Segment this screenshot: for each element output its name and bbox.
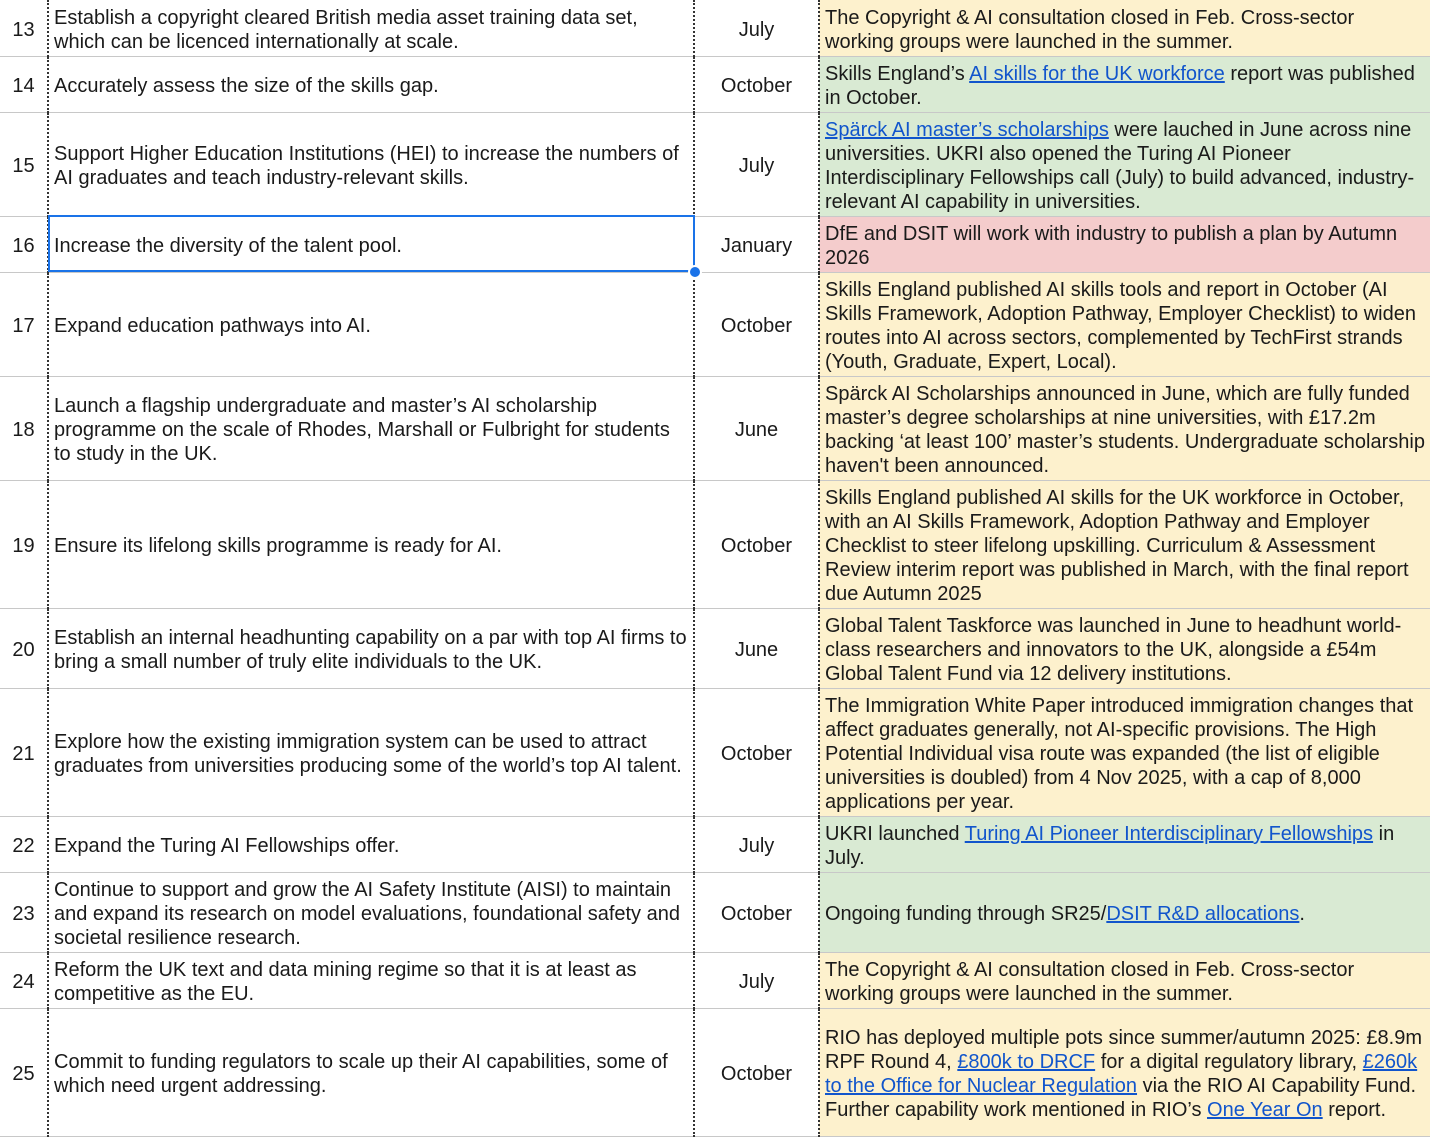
action-cell[interactable]: Support Higher Education Institutions (HEI) to increase the numbers of AI graduates and teach industry-relevant skills. xyxy=(48,112,694,216)
action-cell[interactable]: Launch a flagship undergraduate and master’s AI scholarship programme on the scale of Rhodes, Marshall or Fulbright for students to study in the UK. xyxy=(48,376,694,480)
status-cell[interactable] xyxy=(819,872,1430,952)
status-cell[interactable] xyxy=(819,952,1430,1008)
table-row[interactable] xyxy=(0,376,1430,480)
status-text: via the RIO AI Capability Fund. Further capability work mentioned in RIO’s xyxy=(825,1075,1417,1121)
status-link[interactable]: £800k to DRCF xyxy=(957,1051,1096,1073)
table-row[interactable] xyxy=(0,56,1430,112)
action-cell[interactable]: Commit to funding regulators to scale up their AI capabilities, some of which need urgent addressing. xyxy=(48,1008,694,1136)
status-text: were lauched in June across nine universities. UKRI also opened the Turing AI Pioneer Interdisciplinary Fellowships call (July) to build advanced, industry-relevant AI capability in universities. xyxy=(825,119,1415,213)
status-cell[interactable] xyxy=(819,608,1430,688)
fill-handle[interactable] xyxy=(688,265,702,279)
table-row[interactable] xyxy=(0,688,1430,816)
row-number-cell[interactable]: 21 xyxy=(0,688,48,816)
action-cell[interactable]: Expand the Turing AI Fellowships offer. xyxy=(48,816,694,872)
status-text: UKRI launched xyxy=(825,823,965,845)
status-link[interactable]: Turing AI Pioneer Interdisciplinary Fellowships xyxy=(964,823,1374,845)
status-text: The Copyright & AI consultation closed in Feb. Cross-sector working groups were launched in the summer. xyxy=(825,6,1355,53)
table-row[interactable] xyxy=(0,216,1430,272)
status-cell[interactable] xyxy=(819,56,1430,112)
row-number-cell[interactable]: 20 xyxy=(0,608,48,688)
table-row[interactable] xyxy=(0,872,1430,952)
action-cell[interactable]: Ensure its lifelong skills programme is ready for AI. xyxy=(48,480,694,608)
row-number-cell[interactable]: 14 xyxy=(0,56,48,112)
action-cell[interactable]: Expand education pathways into AI. xyxy=(48,272,694,376)
status-cell[interactable] xyxy=(819,376,1430,480)
status-text: for a digital regulatory library, xyxy=(1095,1051,1363,1073)
status-cell[interactable] xyxy=(819,272,1430,376)
row-number-cell[interactable]: 23 xyxy=(0,872,48,952)
deadline-month-cell[interactable]: October xyxy=(694,56,819,112)
status-text: in July. xyxy=(825,823,1395,869)
status-text: . xyxy=(1299,903,1305,925)
status-link[interactable]: One Year On xyxy=(1207,1099,1323,1121)
row-number-cell[interactable]: 19 xyxy=(0,480,48,608)
status-text: report. xyxy=(1322,1099,1387,1121)
deadline-month-cell[interactable]: October xyxy=(694,872,819,952)
status-cell[interactable] xyxy=(819,0,1430,56)
status-link[interactable]: AI skills for the UK workforce xyxy=(969,63,1225,85)
action-cell[interactable]: Establish a copyright cleared British media asset training data set, which can be licenced internationally at scale. xyxy=(48,0,694,56)
deadline-month-cell[interactable]: October xyxy=(694,272,819,376)
table-row[interactable] xyxy=(0,1008,1430,1136)
status-text: DfE and DSIT will work with industry to publish a plan by Autumn 2026 xyxy=(825,223,1398,269)
status-cell[interactable] xyxy=(819,112,1430,216)
status-cell[interactable] xyxy=(819,216,1430,272)
table-row[interactable] xyxy=(0,608,1430,688)
deadline-month-cell[interactable]: June xyxy=(694,608,819,688)
status-text: Skills England’s xyxy=(825,63,970,85)
status-text: Skills England published AI skills tools and report in October (AI Skills Framework, Adoption Pathway, Employer Checklist) to widen routes into AI across sectors, complemented by TechFirst strands (Youth, Graduate, Expert, Local). xyxy=(825,279,1416,373)
status-cell[interactable] xyxy=(819,1008,1430,1136)
status-text: Global Talent Taskforce was launched in June to headhunt world-class researchers and innovators to the UK, alongside a £54m Global Talent Fund via 12 delivery institutions. xyxy=(825,615,1402,685)
table-row[interactable] xyxy=(0,480,1430,608)
action-cell[interactable]: Explore how the existing immigration system can be used to attract graduates from universities producing some of the world’s top AI talent. xyxy=(48,688,694,816)
status-text: RIO has deployed multiple pots since summer/autumn 2025: £8.9m RPF Round 4, xyxy=(825,1027,1422,1073)
table-row[interactable] xyxy=(0,952,1430,1008)
deadline-month-cell[interactable]: July xyxy=(694,816,819,872)
row-number-cell[interactable]: 17 xyxy=(0,272,48,376)
action-cell[interactable]: Accurately assess the size of the skills gap. xyxy=(48,56,694,112)
table-row[interactable] xyxy=(0,0,1430,56)
deadline-month-cell[interactable]: October xyxy=(694,480,819,608)
status-link[interactable]: Spärck AI master’s scholarships xyxy=(825,119,1109,141)
row-number-cell[interactable]: 24 xyxy=(0,952,48,1008)
deadline-month-cell[interactable]: January xyxy=(694,216,819,272)
deadline-month-cell[interactable]: October xyxy=(694,688,819,816)
deadline-month-cell[interactable]: July xyxy=(694,112,819,216)
status-text: Ongoing funding through SR25/ xyxy=(825,903,1107,925)
status-text: The Copyright & AI consultation closed in Feb. Cross-sector working groups were launched in the summer. xyxy=(825,959,1355,1005)
row-number-cell[interactable]: 25 xyxy=(0,1008,48,1136)
deadline-month-cell[interactable]: October xyxy=(694,1008,819,1136)
row-number-cell[interactable]: 16 xyxy=(0,216,48,272)
action-cell[interactable]: Reform the UK text and data mining regime so that it is at least as competitive as the EU. xyxy=(48,952,694,1008)
action-cell[interactable]: Increase the diversity of the talent pool. xyxy=(48,216,694,272)
status-cell[interactable] xyxy=(819,480,1430,608)
row-number-cell[interactable]: 18 xyxy=(0,376,48,480)
deadline-month-cell[interactable]: July xyxy=(694,0,819,56)
status-text: Skills England published AI skills for the UK workforce in October, with an AI Skills Framework, Adoption Pathway and Employer Checklist to steer lifelong upskilling. Curriculum & Assessment Review interim report was published in March, with the final report due Autumn 2025 xyxy=(825,487,1409,605)
table-row[interactable] xyxy=(0,816,1430,872)
status-text: The Immigration White Paper introduced immigration changes that affect graduates generally, not AI-specific provisions. The High Potential Individual visa route was expanded (the list of eligible universities is doubled) from 4 Nov 2025, with a cap of 8,000 applications per year. xyxy=(825,695,1414,813)
status-cell[interactable] xyxy=(819,688,1430,816)
status-text: Spärck AI Scholarships announced in June, which are fully funded master’s degree scholarships at nine universities, with £17.2m backing ‘at least 100’ master’s students. Undergraduate scholarship haven't been announced. xyxy=(825,383,1425,477)
row-number-cell[interactable]: 22 xyxy=(0,816,48,872)
deadline-month-cell[interactable]: June xyxy=(694,376,819,480)
status-text: report was published in October. xyxy=(825,63,1415,109)
status-link[interactable]: DSIT R&D allocations xyxy=(1106,903,1300,925)
table-row[interactable] xyxy=(0,112,1430,216)
row-number-cell[interactable]: 15 xyxy=(0,112,48,216)
row-number-cell[interactable]: 13 xyxy=(0,0,48,56)
status-cell[interactable] xyxy=(819,816,1430,872)
status-link[interactable]: £260k to the Office for Nuclear Regulation xyxy=(825,1051,1418,1097)
deadline-month-cell[interactable]: July xyxy=(694,952,819,1008)
action-cell[interactable]: Continue to support and grow the AI Safety Institute (AISI) to maintain and expand its research on model evaluations, foundational safety and societal resilience research. xyxy=(48,872,694,952)
action-cell[interactable]: Establish an internal headhunting capability on a par with top AI firms to bring a small number of truly elite individuals to the UK. xyxy=(48,608,694,688)
table-row[interactable] xyxy=(0,272,1430,376)
